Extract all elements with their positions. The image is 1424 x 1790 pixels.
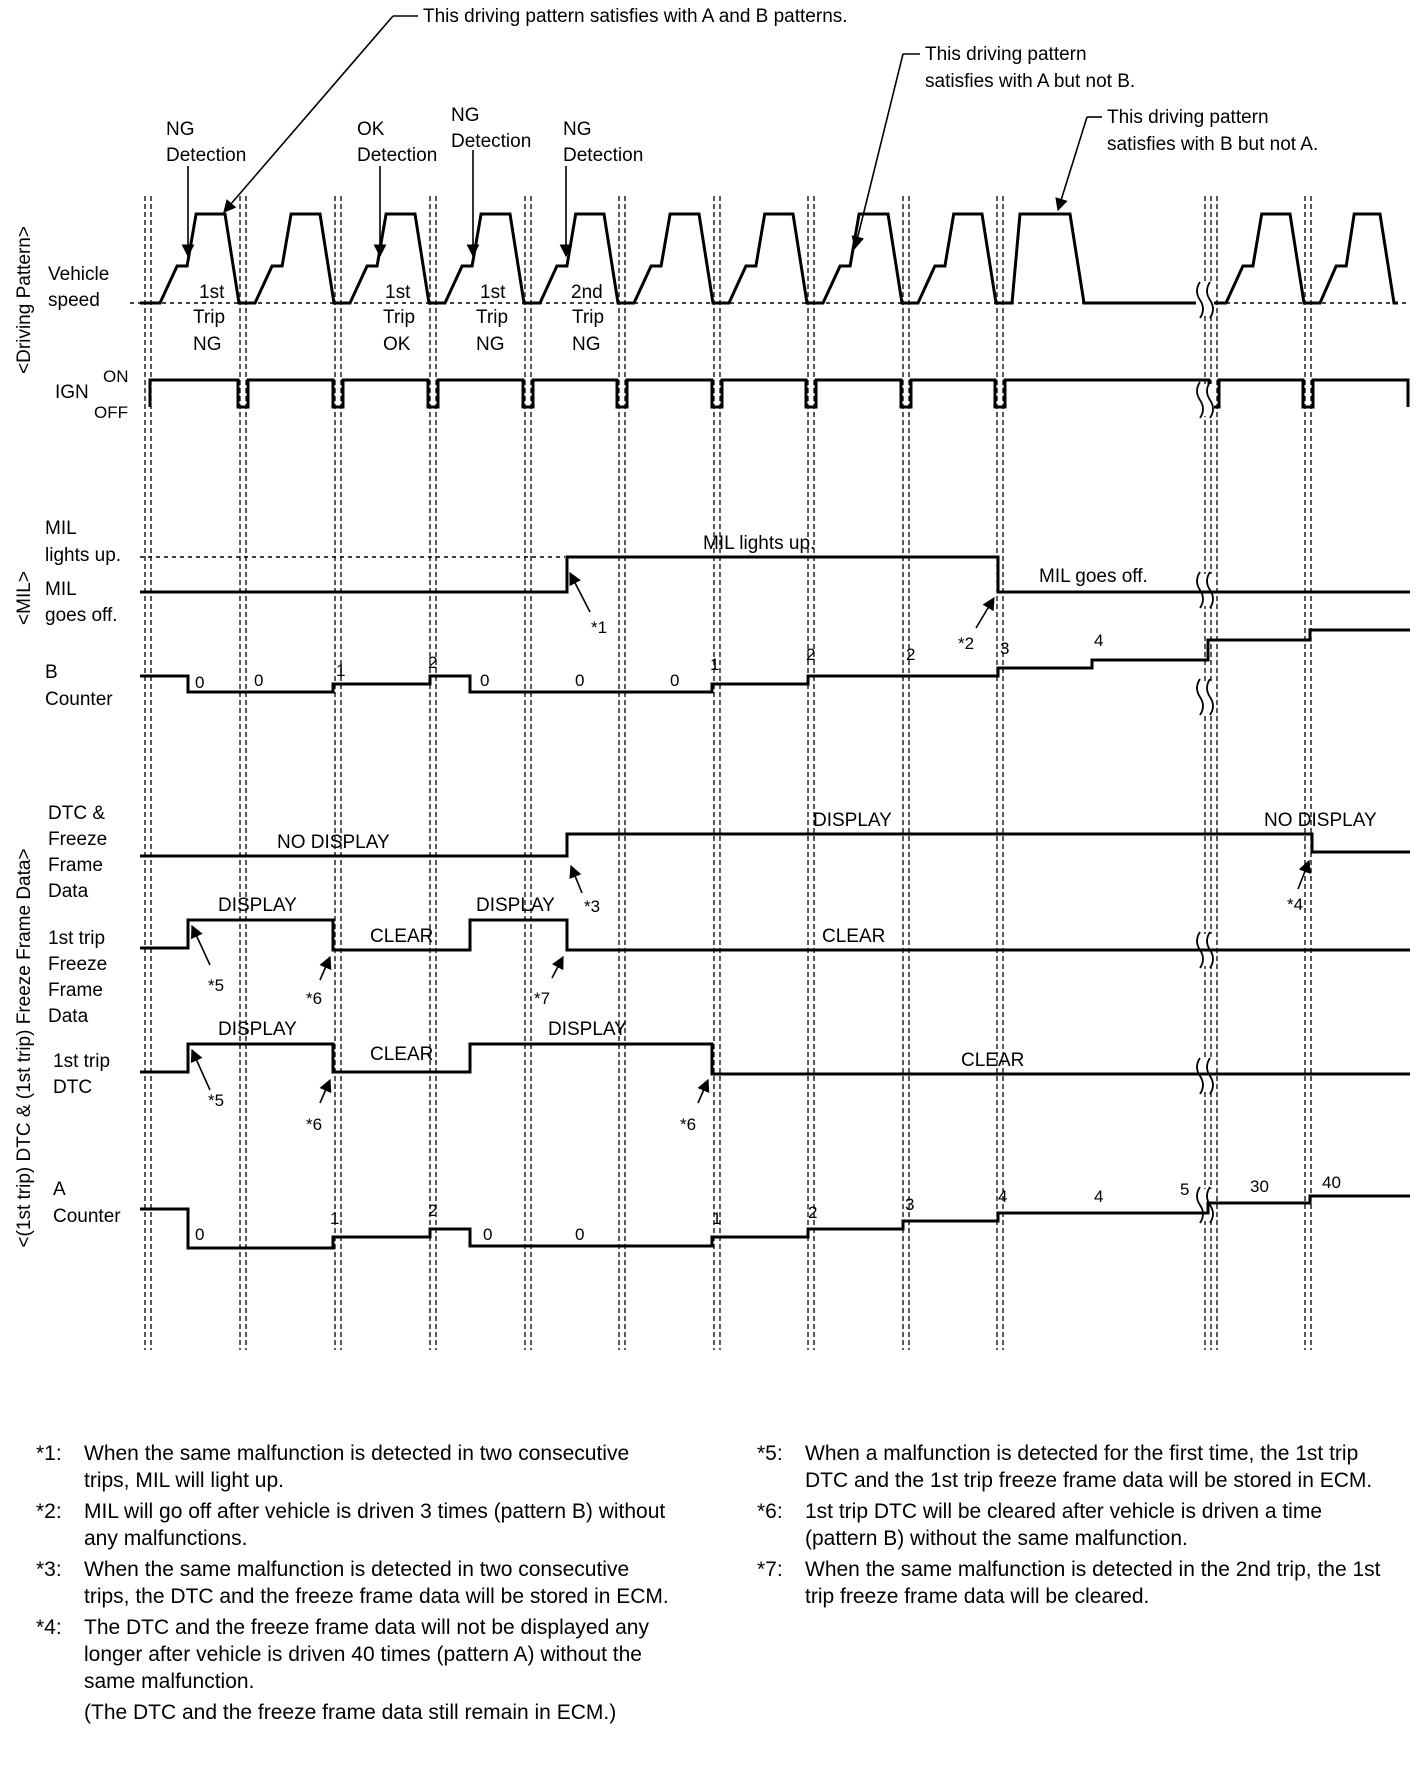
ign-off-label: OFF bbox=[94, 403, 128, 422]
vehicle-speed-label: Vehicle bbox=[48, 264, 110, 285]
svg-text:NG: NG bbox=[476, 334, 505, 355]
marker-1-arrow bbox=[570, 573, 590, 612]
note-7: *7: When the same malfunction is detected in the 2nd trip, the 1st trip freeze frame data will be cleared. bbox=[757, 1558, 1381, 1608]
note-1: *1: When the same malfunction is detected in two consecutive trips, MIL will light up. bbox=[36, 1442, 630, 1492]
ff-label-2: Freeze bbox=[48, 954, 108, 975]
callout-a-not-b-1: This driving pattern bbox=[925, 44, 1087, 65]
td-display-state-2: DISPLAY bbox=[548, 1019, 627, 1040]
td-clear-state-2: CLEAR bbox=[961, 1050, 1025, 1071]
svg-text:Trip: Trip bbox=[193, 307, 226, 328]
marker-7-arrow bbox=[552, 957, 563, 978]
marker-4: *4 bbox=[1287, 895, 1304, 914]
b-counter-value-1: 0 bbox=[195, 673, 205, 692]
a-counter-value-11: 5 bbox=[1180, 1180, 1190, 1199]
ign-trace bbox=[150, 380, 1408, 407]
note-4-extra: (The DTC and the freeze frame data still remain in ECM.) bbox=[84, 1701, 617, 1724]
break-gap-3 bbox=[1196, 574, 1214, 606]
b-counter-value-8: 1 bbox=[710, 655, 720, 674]
b-counter-value-12: 4 bbox=[1094, 631, 1104, 650]
svg-text:NG: NG bbox=[563, 119, 592, 140]
marker-1: *1 bbox=[591, 618, 608, 637]
svg-text:OK: OK bbox=[383, 334, 411, 355]
detection-label-3 bbox=[451, 105, 531, 152]
marker-6b-arrow bbox=[320, 1080, 330, 1103]
a-counter-value-1: 0 bbox=[195, 1225, 205, 1244]
svg-text:NG: NG bbox=[451, 105, 480, 126]
a-counter-value-7: 2 bbox=[808, 1203, 818, 1222]
mil-up-label-2: lights up. bbox=[45, 545, 122, 566]
ff-label: 1st trip bbox=[48, 928, 106, 949]
a-counter-value-13: 40 bbox=[1322, 1173, 1341, 1192]
svg-text:NG: NG bbox=[572, 334, 601, 355]
svg-text:NG: NG bbox=[193, 334, 222, 355]
callout-b-not-a-arrow bbox=[1058, 117, 1087, 210]
b-counter-value-5: 0 bbox=[480, 671, 490, 690]
svg-text:Trip: Trip bbox=[572, 307, 605, 328]
mil-off-label: MIL bbox=[45, 579, 77, 600]
marker-5b-arrow bbox=[192, 1050, 210, 1090]
callout-ab: This driving pattern satisfies with A and B patterns. bbox=[423, 6, 848, 27]
marker-2: *2 bbox=[958, 634, 975, 653]
detection-label-2 bbox=[357, 119, 437, 166]
a-counter-value-5: 0 bbox=[575, 1225, 585, 1244]
a-counter-value-6: 1 bbox=[712, 1209, 722, 1228]
ff-clear-state-2: CLEAR bbox=[822, 926, 886, 947]
ff-display-state-2: DISPLAY bbox=[476, 895, 555, 916]
a-counter-value-3: 2 bbox=[428, 1201, 438, 1220]
td-label: 1st trip bbox=[53, 1051, 111, 1072]
a-counter-value-2: 1 bbox=[330, 1209, 340, 1228]
dtc-label-3: Frame bbox=[48, 855, 103, 876]
a-counter-values bbox=[195, 1173, 1341, 1244]
svg-text:1st: 1st bbox=[199, 282, 225, 303]
marker-6c: *6 bbox=[680, 1115, 697, 1134]
mil-off-label-2: goes off. bbox=[45, 605, 118, 626]
a-counter-label-2: Counter bbox=[53, 1206, 121, 1227]
td-label-2: DTC bbox=[53, 1077, 93, 1098]
a-counter-value-12: 30 bbox=[1250, 1177, 1269, 1196]
td-clear-state: CLEAR bbox=[370, 1044, 434, 1065]
mil-side-label: <MIL> bbox=[14, 571, 35, 625]
trip-label-1 bbox=[193, 282, 225, 355]
b-counter-trace bbox=[140, 630, 1410, 692]
svg-text:Trip: Trip bbox=[383, 307, 416, 328]
marker-6c-arrow bbox=[698, 1080, 708, 1103]
trip-label-2 bbox=[383, 282, 415, 355]
note-3: *3: When the same malfunction is detected in two consecutive trips, the DTC and the freeze frame data will be stored in ECM. bbox=[36, 1558, 669, 1608]
mil-trace bbox=[140, 557, 1410, 592]
svg-text:Detection: Detection bbox=[357, 145, 438, 166]
driving-pattern-section bbox=[48, 6, 1410, 1223]
ff-label-4: Data bbox=[48, 1006, 89, 1027]
b-counter-value-4: 2 bbox=[428, 653, 438, 672]
a-counter-value-8: 3 bbox=[905, 1195, 915, 1214]
svg-text:NG: NG bbox=[166, 119, 195, 140]
b-counter-label: B bbox=[45, 662, 58, 683]
b-counter-value-3: 1 bbox=[336, 661, 346, 680]
callout-a-not-b-arrow bbox=[855, 54, 903, 248]
a-counter-value-9: 4 bbox=[998, 1187, 1008, 1206]
marker-4-arrow bbox=[1298, 861, 1309, 889]
svg-text:Detection: Detection bbox=[563, 145, 644, 166]
dtc-no-display-state: NO DISPLAY bbox=[277, 832, 390, 853]
ign-on-label: ON bbox=[103, 367, 129, 386]
detection-label-1 bbox=[166, 119, 246, 166]
driving-pattern-side-label: <Driving Pattern> bbox=[14, 226, 35, 374]
marker-6b: *6 bbox=[306, 1115, 323, 1134]
marker-5-arrow bbox=[192, 926, 210, 965]
b-counter-value-9: 2 bbox=[806, 645, 816, 664]
break-gap-6 bbox=[1196, 1060, 1214, 1092]
mil-up-label: MIL bbox=[45, 518, 77, 539]
td-display-state: DISPLAY bbox=[218, 1019, 297, 1040]
dtc-label-4: Data bbox=[48, 881, 89, 902]
first-trip-freeze-frame-trace bbox=[140, 920, 1410, 950]
marker-3-arrow bbox=[571, 866, 582, 893]
a-counter-value-10: 4 bbox=[1094, 1187, 1104, 1206]
svg-text:Trip: Trip bbox=[476, 307, 509, 328]
callout-ab-arrow bbox=[224, 16, 393, 212]
svg-text:1st: 1st bbox=[385, 282, 411, 303]
ff-display-state: DISPLAY bbox=[218, 895, 297, 916]
b-counter-value-7: 0 bbox=[670, 671, 680, 690]
vehicle-speed-label-2: speed bbox=[48, 290, 100, 311]
b-counter-value-10: 2 bbox=[906, 645, 916, 664]
a-counter-label: A bbox=[53, 1179, 66, 1200]
ff-label-3: Frame bbox=[48, 980, 103, 1001]
callout-b-not-a-1: This driving pattern bbox=[1107, 107, 1269, 128]
dtc-side-label: <(1st trip) DTC & (1st trip) Freeze Frame Data> bbox=[14, 848, 35, 1248]
marker-7: *7 bbox=[534, 989, 551, 1008]
marker-5b: *5 bbox=[208, 1091, 225, 1110]
mil-goes-off-state: MIL goes off. bbox=[1039, 566, 1148, 587]
marker-5: *5 bbox=[208, 976, 225, 995]
b-counter-value-6: 0 bbox=[575, 671, 585, 690]
marker-6: *6 bbox=[306, 989, 323, 1008]
marker-3: *3 bbox=[584, 897, 601, 916]
vertical-guide-lines bbox=[145, 196, 1311, 1350]
break-gap-2 bbox=[1196, 384, 1214, 416]
dtc-label-2: Freeze bbox=[48, 829, 108, 850]
dtc-no-display-state-2: NO DISPLAY bbox=[1264, 810, 1377, 831]
break-gap-1 bbox=[1196, 284, 1214, 316]
b-counter-value-11: 3 bbox=[1000, 639, 1010, 658]
ign-label: IGN bbox=[55, 382, 89, 403]
notes-left bbox=[36, 1440, 676, 1726]
dtc-label: DTC & bbox=[48, 803, 105, 824]
svg-text:1st: 1st bbox=[480, 282, 506, 303]
note-4: *4: The DTC and the freeze frame data will not be displayed any longer after vehicle is driven 40 times (pattern A) without the same malfunction. bbox=[36, 1616, 649, 1693]
trip-label-3 bbox=[476, 282, 508, 355]
trip-label-4 bbox=[571, 282, 604, 355]
svg-text:2nd: 2nd bbox=[571, 282, 603, 303]
detection-label-4 bbox=[563, 119, 643, 166]
note-6: *6: 1st trip DTC will be cleared after vehicle is driven a time (pattern B) without the same malfunction. bbox=[757, 1500, 1323, 1550]
a-counter-value-4: 0 bbox=[483, 1225, 493, 1244]
b-counter-value-2: 0 bbox=[254, 671, 264, 690]
note-2: *2: MIL will go off after vehicle is driven 3 times (pattern B) without any malfunctions. bbox=[36, 1500, 666, 1550]
callout-b-not-a-2: satisfies with B but not A. bbox=[1107, 134, 1319, 155]
note-5: *5: When a malfunction is detected for the first time, the 1st trip DTC and the 1st trip freeze frame data will be stored in ECM. bbox=[757, 1442, 1373, 1492]
notes-right bbox=[757, 1440, 1397, 1614]
svg-text:Detection: Detection bbox=[451, 131, 532, 152]
break-gap-7 bbox=[1196, 1189, 1214, 1221]
first-trip-dtc-trace bbox=[140, 1044, 1410, 1074]
svg-text:Detection: Detection bbox=[166, 145, 247, 166]
break-gap-4 bbox=[1196, 681, 1214, 713]
callout-a-not-b-2: satisfies with A but not B. bbox=[925, 71, 1136, 92]
dtc-display-state: DISPLAY bbox=[813, 810, 892, 831]
marker-2-arrow bbox=[976, 598, 994, 628]
marker-6-arrow bbox=[320, 957, 330, 980]
mil-lights-up-state: MIL lights up. bbox=[703, 533, 816, 554]
ff-clear-state: CLEAR bbox=[370, 926, 434, 947]
b-counter-label-2: Counter bbox=[45, 689, 113, 710]
svg-text:OK: OK bbox=[357, 119, 385, 140]
